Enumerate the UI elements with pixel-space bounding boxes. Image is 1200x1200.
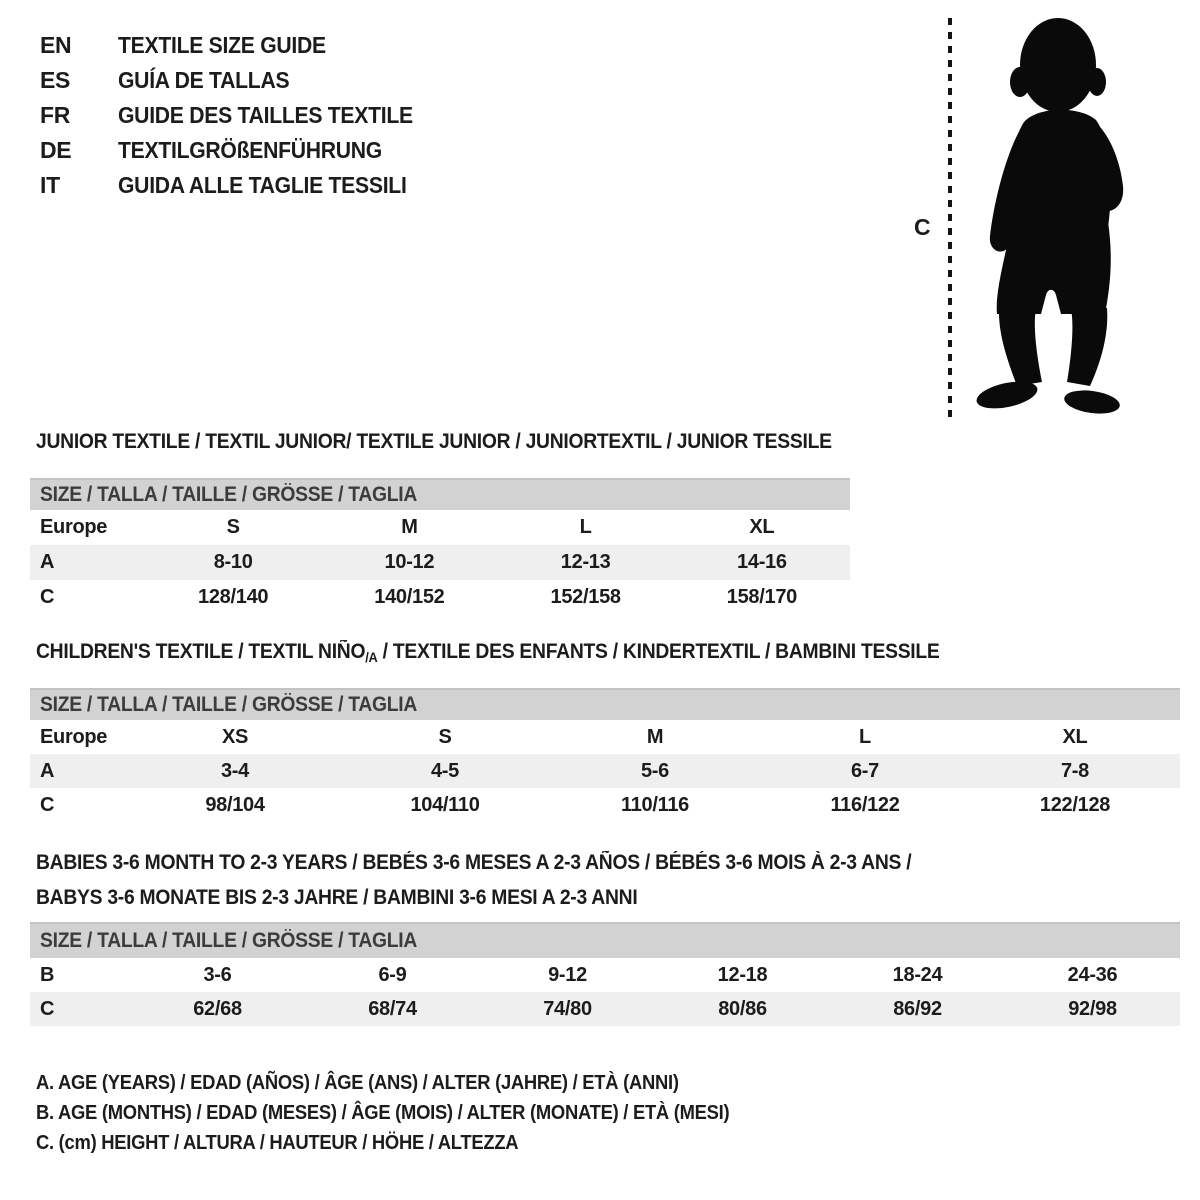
row-label: C xyxy=(40,793,55,816)
size-cell: 68/74 xyxy=(368,997,417,1020)
guide-title-fr: GUIDE DES TAILLES TEXTILE xyxy=(118,102,413,128)
legend-line-height-cm: C. (cm) HEIGHT / ALTURA / HAUTEUR / HÖHE / ALTEZZA xyxy=(36,1132,519,1154)
size-cell: 62/68 xyxy=(193,997,242,1020)
toddler-silhouette xyxy=(962,10,1140,418)
size-cell: 9-12 xyxy=(548,963,587,986)
guide-title-de: TEXTILGRÖßENFÜHRUNG xyxy=(118,137,382,163)
size-cell: M xyxy=(401,516,418,538)
size-cell: 3-6 xyxy=(203,963,232,986)
size-cell: 140/152 xyxy=(374,586,445,608)
legend-line-age-months: B. AGE (MONTHS) / EDAD (MESES) / ÂGE (MOIS) / ALTER (MONATE) / ETÀ (MESI) xyxy=(36,1102,730,1124)
row-label: Europe xyxy=(40,516,108,538)
language-row-en xyxy=(40,28,439,63)
size-cell: 116/122 xyxy=(830,793,900,816)
table-row xyxy=(30,788,1180,822)
row-label: Europe xyxy=(40,725,108,748)
height-measure-label: C xyxy=(914,214,931,240)
size-cell: 6-7 xyxy=(850,759,879,782)
children-title-pre: CHILDREN'S TEXTILE / TEXTIL NIÑO xyxy=(36,640,366,663)
language-row-de xyxy=(40,133,439,168)
size-cell: XS xyxy=(221,725,249,748)
row-label: C xyxy=(40,586,55,608)
size-cell: 10-12 xyxy=(384,551,435,573)
babies-size-header-bar xyxy=(30,922,1180,958)
size-cell: 86/92 xyxy=(893,997,942,1020)
language-row-es xyxy=(40,63,439,98)
size-cell: 24-36 xyxy=(1067,963,1118,986)
row-label: C xyxy=(40,997,55,1020)
size-cell: 18-24 xyxy=(892,963,943,986)
junior-size-header-bar xyxy=(30,478,850,510)
language-code: ES xyxy=(40,67,71,93)
table-row xyxy=(30,992,1180,1026)
size-bar-label: SIZE / TALLA / TAILLE / GRÖSSE / TAGLIA xyxy=(40,483,418,506)
size-cell: 152/158 xyxy=(550,586,621,608)
size-cell: 3-4 xyxy=(220,759,249,782)
size-cell: M xyxy=(646,725,664,748)
children-title-sub: /A xyxy=(365,649,378,665)
children-size-table xyxy=(30,720,1180,822)
size-cell: S xyxy=(438,725,452,748)
size-cell: XL xyxy=(1062,725,1088,748)
junior-title-text: JUNIOR TEXTILE / TEXTIL JUNIOR/ TEXTILE JUNIOR / JUNIORTEXTIL / JUNIOR TESSILE xyxy=(36,430,832,453)
size-cell: 12-18 xyxy=(717,963,768,986)
guide-title-es: GUÍA DE TALLAS xyxy=(118,67,290,93)
size-cell: S xyxy=(226,516,240,538)
junior-size-table xyxy=(30,510,850,615)
table-row xyxy=(30,580,850,615)
children-title-text xyxy=(36,640,940,665)
size-cell: L xyxy=(859,725,871,748)
language-title-list xyxy=(40,28,439,203)
language-code: EN xyxy=(40,32,72,58)
size-cell: 12-13 xyxy=(560,551,611,573)
size-cell: 14-16 xyxy=(737,551,787,573)
language-row-fr xyxy=(40,98,439,133)
size-cell: 6-9 xyxy=(378,963,407,986)
size-cell: 104/110 xyxy=(410,793,480,816)
table-row xyxy=(30,545,850,580)
size-cell: 8-10 xyxy=(213,551,253,573)
children-section-title xyxy=(36,640,1018,665)
guide-title-en: TEXTILE SIZE GUIDE xyxy=(118,32,326,58)
size-bar-label: SIZE / TALLA / TAILLE / GRÖSSE / TAGLIA xyxy=(40,693,418,716)
table-row xyxy=(30,754,1180,788)
size-cell: 92/98 xyxy=(1068,997,1117,1020)
row-label: A xyxy=(40,759,55,782)
size-cell: 80/86 xyxy=(718,997,767,1020)
language-code: DE xyxy=(40,137,72,163)
table-row xyxy=(30,510,850,545)
size-cell: 128/140 xyxy=(198,586,269,608)
size-cell: 74/80 xyxy=(543,997,592,1020)
babies-section-title xyxy=(36,845,987,915)
height-measure-dashed-line xyxy=(948,18,952,418)
children-size-header-bar xyxy=(30,688,1180,720)
size-cell: 98/104 xyxy=(205,793,265,816)
babies-title-line1: BABIES 3-6 MONTH TO 2-3 YEARS / BEBÉS 3-6 MESES A 2-3 AÑOS / BÉBÉS 3-6 MOIS À 2-3 ANS / xyxy=(36,851,912,874)
junior-section-title xyxy=(36,430,901,454)
language-code: IT xyxy=(40,172,60,198)
table-row xyxy=(30,720,1180,754)
language-row-it xyxy=(40,168,439,203)
language-code: FR xyxy=(40,102,71,128)
size-cell: 158/170 xyxy=(726,586,797,608)
row-label: B xyxy=(40,963,55,986)
size-cell: L xyxy=(579,516,592,538)
size-cell: XL xyxy=(749,516,775,538)
table-row xyxy=(30,958,1180,992)
size-cell: 110/116 xyxy=(621,793,689,816)
size-cell: 5-6 xyxy=(640,759,669,782)
size-cell: 7-8 xyxy=(1060,759,1089,782)
babies-title-line2: BABYS 3-6 MONATE BIS 2-3 JAHRE / BAMBINI 3-6 MESI A 2-3 ANNI xyxy=(36,886,638,909)
legend-line-age-years: A. AGE (YEARS) / EDAD (AÑOS) / ÂGE (ANS) / ALTER (JAHRE) / ETÀ (ANNI) xyxy=(36,1072,679,1094)
row-label: A xyxy=(40,551,55,573)
guide-title-it: GUIDA ALLE TAGLIE TESSILI xyxy=(118,172,407,198)
children-title-post: / TEXTILE DES ENFANTS / KINDERTEXTIL / BAMBINI TESSILE xyxy=(377,640,940,663)
babies-size-table xyxy=(30,958,1180,1026)
size-bar-label: SIZE / TALLA / TAILLE / GRÖSSE / TAGLIA xyxy=(40,929,418,952)
legend xyxy=(36,1068,790,1158)
size-cell: 122/128 xyxy=(1039,793,1111,816)
size-cell: 4-5 xyxy=(430,759,459,782)
